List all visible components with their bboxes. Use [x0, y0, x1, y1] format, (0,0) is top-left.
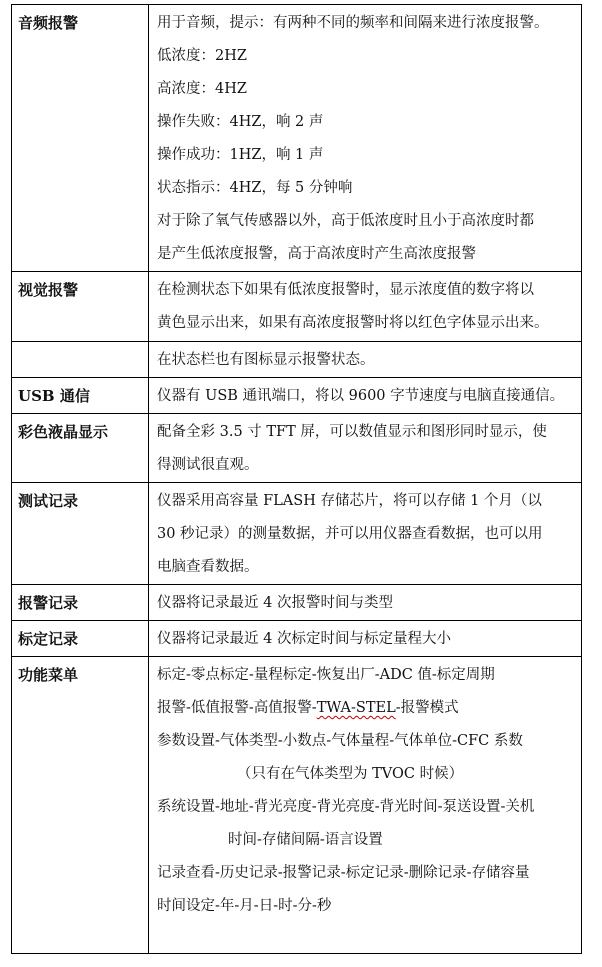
text-line: 操作成功：1HZ，响 1 声 [157, 147, 324, 163]
row-value-usb [149, 378, 582, 414]
table-row [12, 621, 582, 657]
row-value-visual-alarm [149, 272, 582, 342]
menu-alarm-prefix: 报警-低值报警-高值报警- [157, 700, 317, 716]
text-line: 仪器采用高容量 FLASH 存储芯片，将可以存储 1 个月（以 [157, 493, 542, 509]
row-value-lcd [149, 414, 582, 483]
table-row [12, 272, 582, 342]
text-line: 在状态栏也有图标显示报警状态。 [157, 352, 375, 368]
row-key-function-menu: 功能菜单 [12, 657, 149, 954]
table-row [12, 5, 582, 272]
table-row [12, 414, 582, 483]
text-line: 仪器将记录最近 4 次报警时间与类型 [157, 595, 393, 611]
row-key-visual-alarm: 视觉报警 [12, 272, 149, 342]
row-value-audio-alarm [149, 5, 582, 272]
text-line: 黄色显示出来，如果有高浓度报警时将以红色字体显示出来。 [157, 315, 549, 331]
text-line: 在检测状态下如果有低浓度报警时，显示浓度值的数字将以 [157, 282, 534, 298]
text-line: 电脑查看数据。 [157, 559, 259, 575]
text-line: 仪器有 USB 通讯端口，将以 9600 字节速度与电脑直接通信。 [157, 388, 565, 404]
menu-line-system: 系统设置-地址-背光亮度-背光亮度-背光时间-泵送设置-关机 [157, 799, 535, 815]
menu-line-records: 记录查看-历史记录-报警记录-标定记录-删除记录-存储容量 [157, 865, 530, 881]
text-line: 是产生低浓度报警，高于高浓度时产生高浓度报警 [157, 246, 476, 262]
row-key-empty [12, 342, 149, 378]
text-line: 低浓度：2HZ [157, 48, 247, 64]
text-line: 对于除了氧气传感器以外，高于低浓度时且小于高浓度时都 [157, 213, 534, 229]
row-key-test-record: 测试记录 [12, 483, 149, 585]
text-line: 操作失败：4HZ，响 2 声 [157, 114, 324, 130]
table-row [12, 342, 582, 378]
menu-line-alarm [157, 692, 581, 725]
menu-line-calibration: 标定-零点标定-量程标定-恢复出厂-ADC 值-标定周期 [157, 667, 495, 683]
menu-line-time: 时间设定-年-月-日-时-分-秒 [157, 898, 332, 914]
menu-alarm-suffix: -报警模式 [395, 700, 459, 716]
row-value-continuation [149, 342, 582, 378]
text-line: 仪器将记录最近 4 次标定时间与标定量程大小 [157, 631, 451, 647]
menu-line-parameters: 参数设置-气体类型-小数点-气体量程-气体单位-CFC 系数 [157, 733, 523, 749]
row-key-calib-record: 标定记录 [12, 621, 149, 657]
text-line: 高浓度：4HZ [157, 81, 247, 97]
text-line: 用于音频，提示：有两种不同的频率和间隔来进行浓度报警。 [157, 15, 549, 31]
text-line: 得测试很直观。 [157, 457, 259, 473]
row-value-alarm-record [149, 585, 582, 621]
row-key-audio-alarm: 音频报警 [12, 5, 149, 272]
feature-table-top [11, 4, 582, 342]
table-row [12, 483, 582, 585]
row-value-calib-record [149, 621, 582, 657]
menu-line-system-cont: 时间-存储间隔-语言设置 [228, 832, 383, 848]
menu-line-parameters-note: （只有在气体类型为 TVOC 时候） [237, 766, 464, 782]
row-value-test-record [149, 483, 582, 585]
text-line: 30 秒记录）的测量数据，并可以用仪器查看数据，也可以用 [157, 526, 543, 542]
text-line: 状态指示：4HZ，每 5 分钟响 [157, 180, 353, 196]
row-key-usb: USB 通信 [12, 378, 149, 414]
text-line: 配备全彩 3.5 寸 TFT 屏，可以数值显示和图形同时显示，使 [157, 424, 547, 440]
row-value-function-menu [149, 657, 582, 954]
row-key-lcd: 彩色液晶显示 [12, 414, 149, 483]
table-row [12, 585, 582, 621]
feature-table-bottom [11, 341, 582, 954]
menu-alarm-twa-stel: TWA-STEL [316, 700, 396, 716]
table-row [12, 657, 582, 954]
row-key-alarm-record: 报警记录 [12, 585, 149, 621]
table-row [12, 378, 582, 414]
